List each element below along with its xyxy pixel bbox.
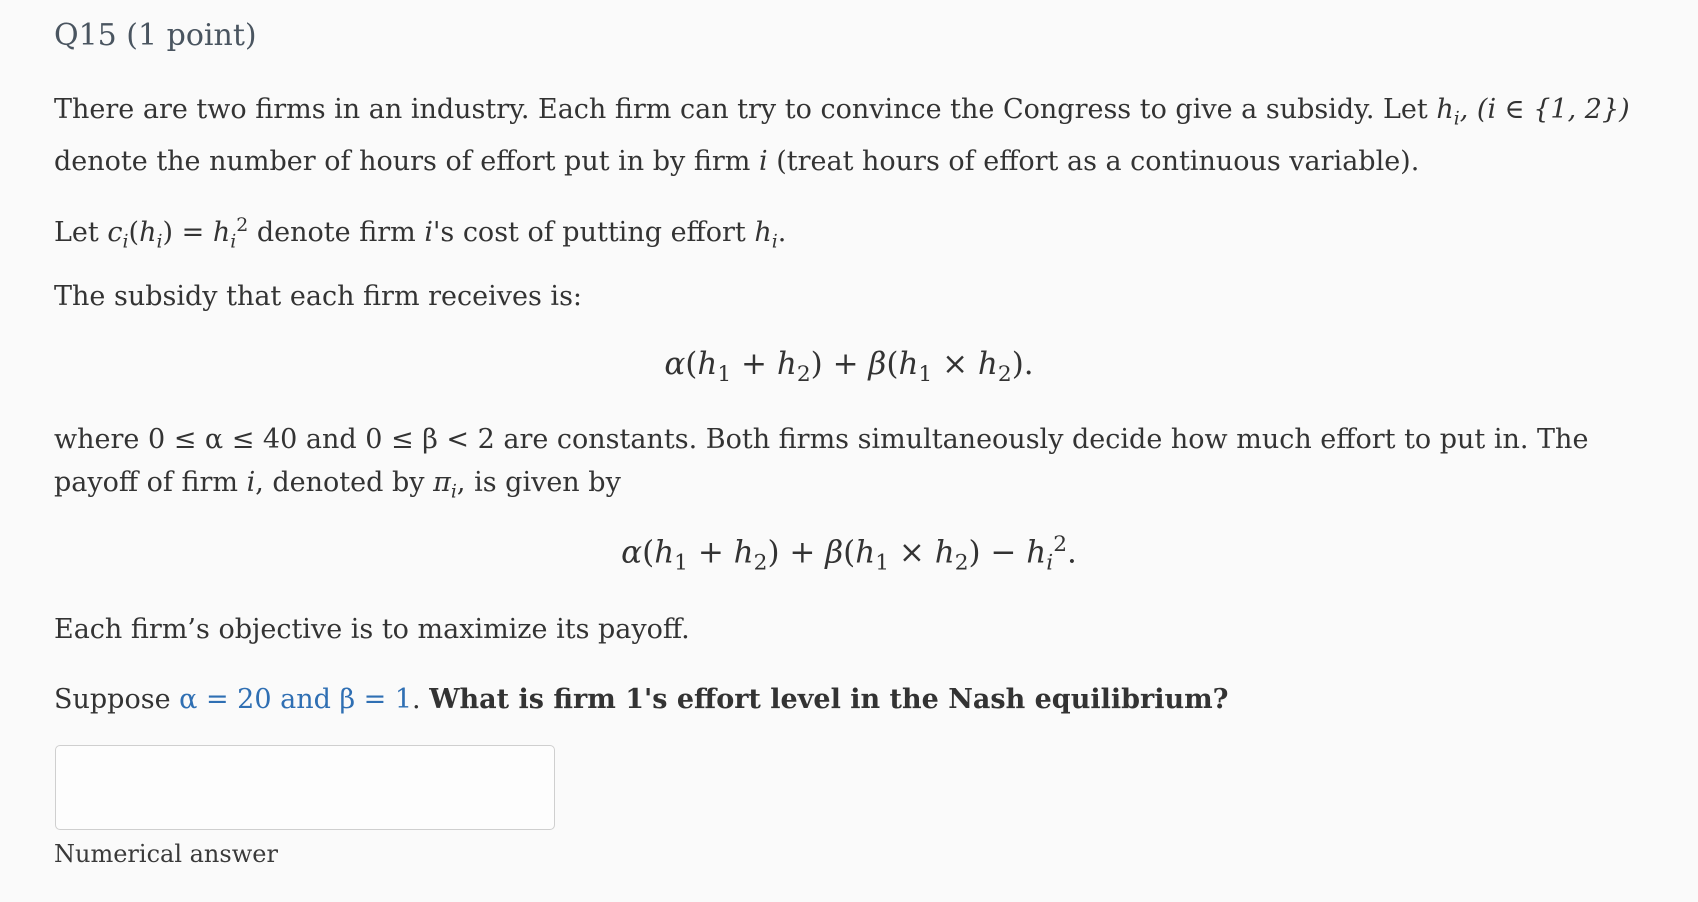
constants-text: where 0 ≤ α ≤ 40 and 0 ≤ β < 2 are constants. Both firms simultaneously decide how much effort to put in. The payoff of firm i, denoted by $\pi_i$, is given by bbox=[54, 424, 1589, 503]
question-intro: There are two firms in an industry. Each firm can try to convince the Congress to give a subsidy. Let $h_i$, (i ∈ {1, 2}) denote the number of hours of effort put in by firm i (treat hours of effort as a continuous variable). bbox=[54, 94, 1630, 178]
question-main: What is firm 1's effort level in the Nash equilibrium? bbox=[429, 684, 1229, 715]
question-title: Q15 (1 point) bbox=[54, 18, 257, 53]
payoff-equation: $\alpha(h_1 + h_2) + \beta(h_1 \times h_2) - h_i^2$. bbox=[621, 532, 1077, 576]
question-prompt: Suppose α = 20 and β = 1. What is firm 1's effort level in the Nash equilibrium? bbox=[54, 684, 1229, 715]
parameter-values: α = 20 and β = 1 bbox=[179, 684, 413, 715]
objective-text: Each firm’s objective is to maximize its payoff. bbox=[54, 614, 690, 645]
subsidy-equation: $\alpha(h_1 + h_2) + \beta(h_1 \times h_2)$. bbox=[664, 346, 1034, 388]
cost-function-text: Let $c_i(h_i) = h_i^2$ denote firm i's cost of putting effort $h_i$. bbox=[54, 214, 787, 253]
cost-function-math: $c_i(h_i) = h_i^2$ bbox=[107, 214, 249, 253]
answer-caption: Numerical answer bbox=[54, 840, 278, 868]
numerical-answer-input[interactable] bbox=[55, 745, 555, 830]
subsidy-text: The subsidy that each firm receives is: bbox=[54, 281, 583, 312]
